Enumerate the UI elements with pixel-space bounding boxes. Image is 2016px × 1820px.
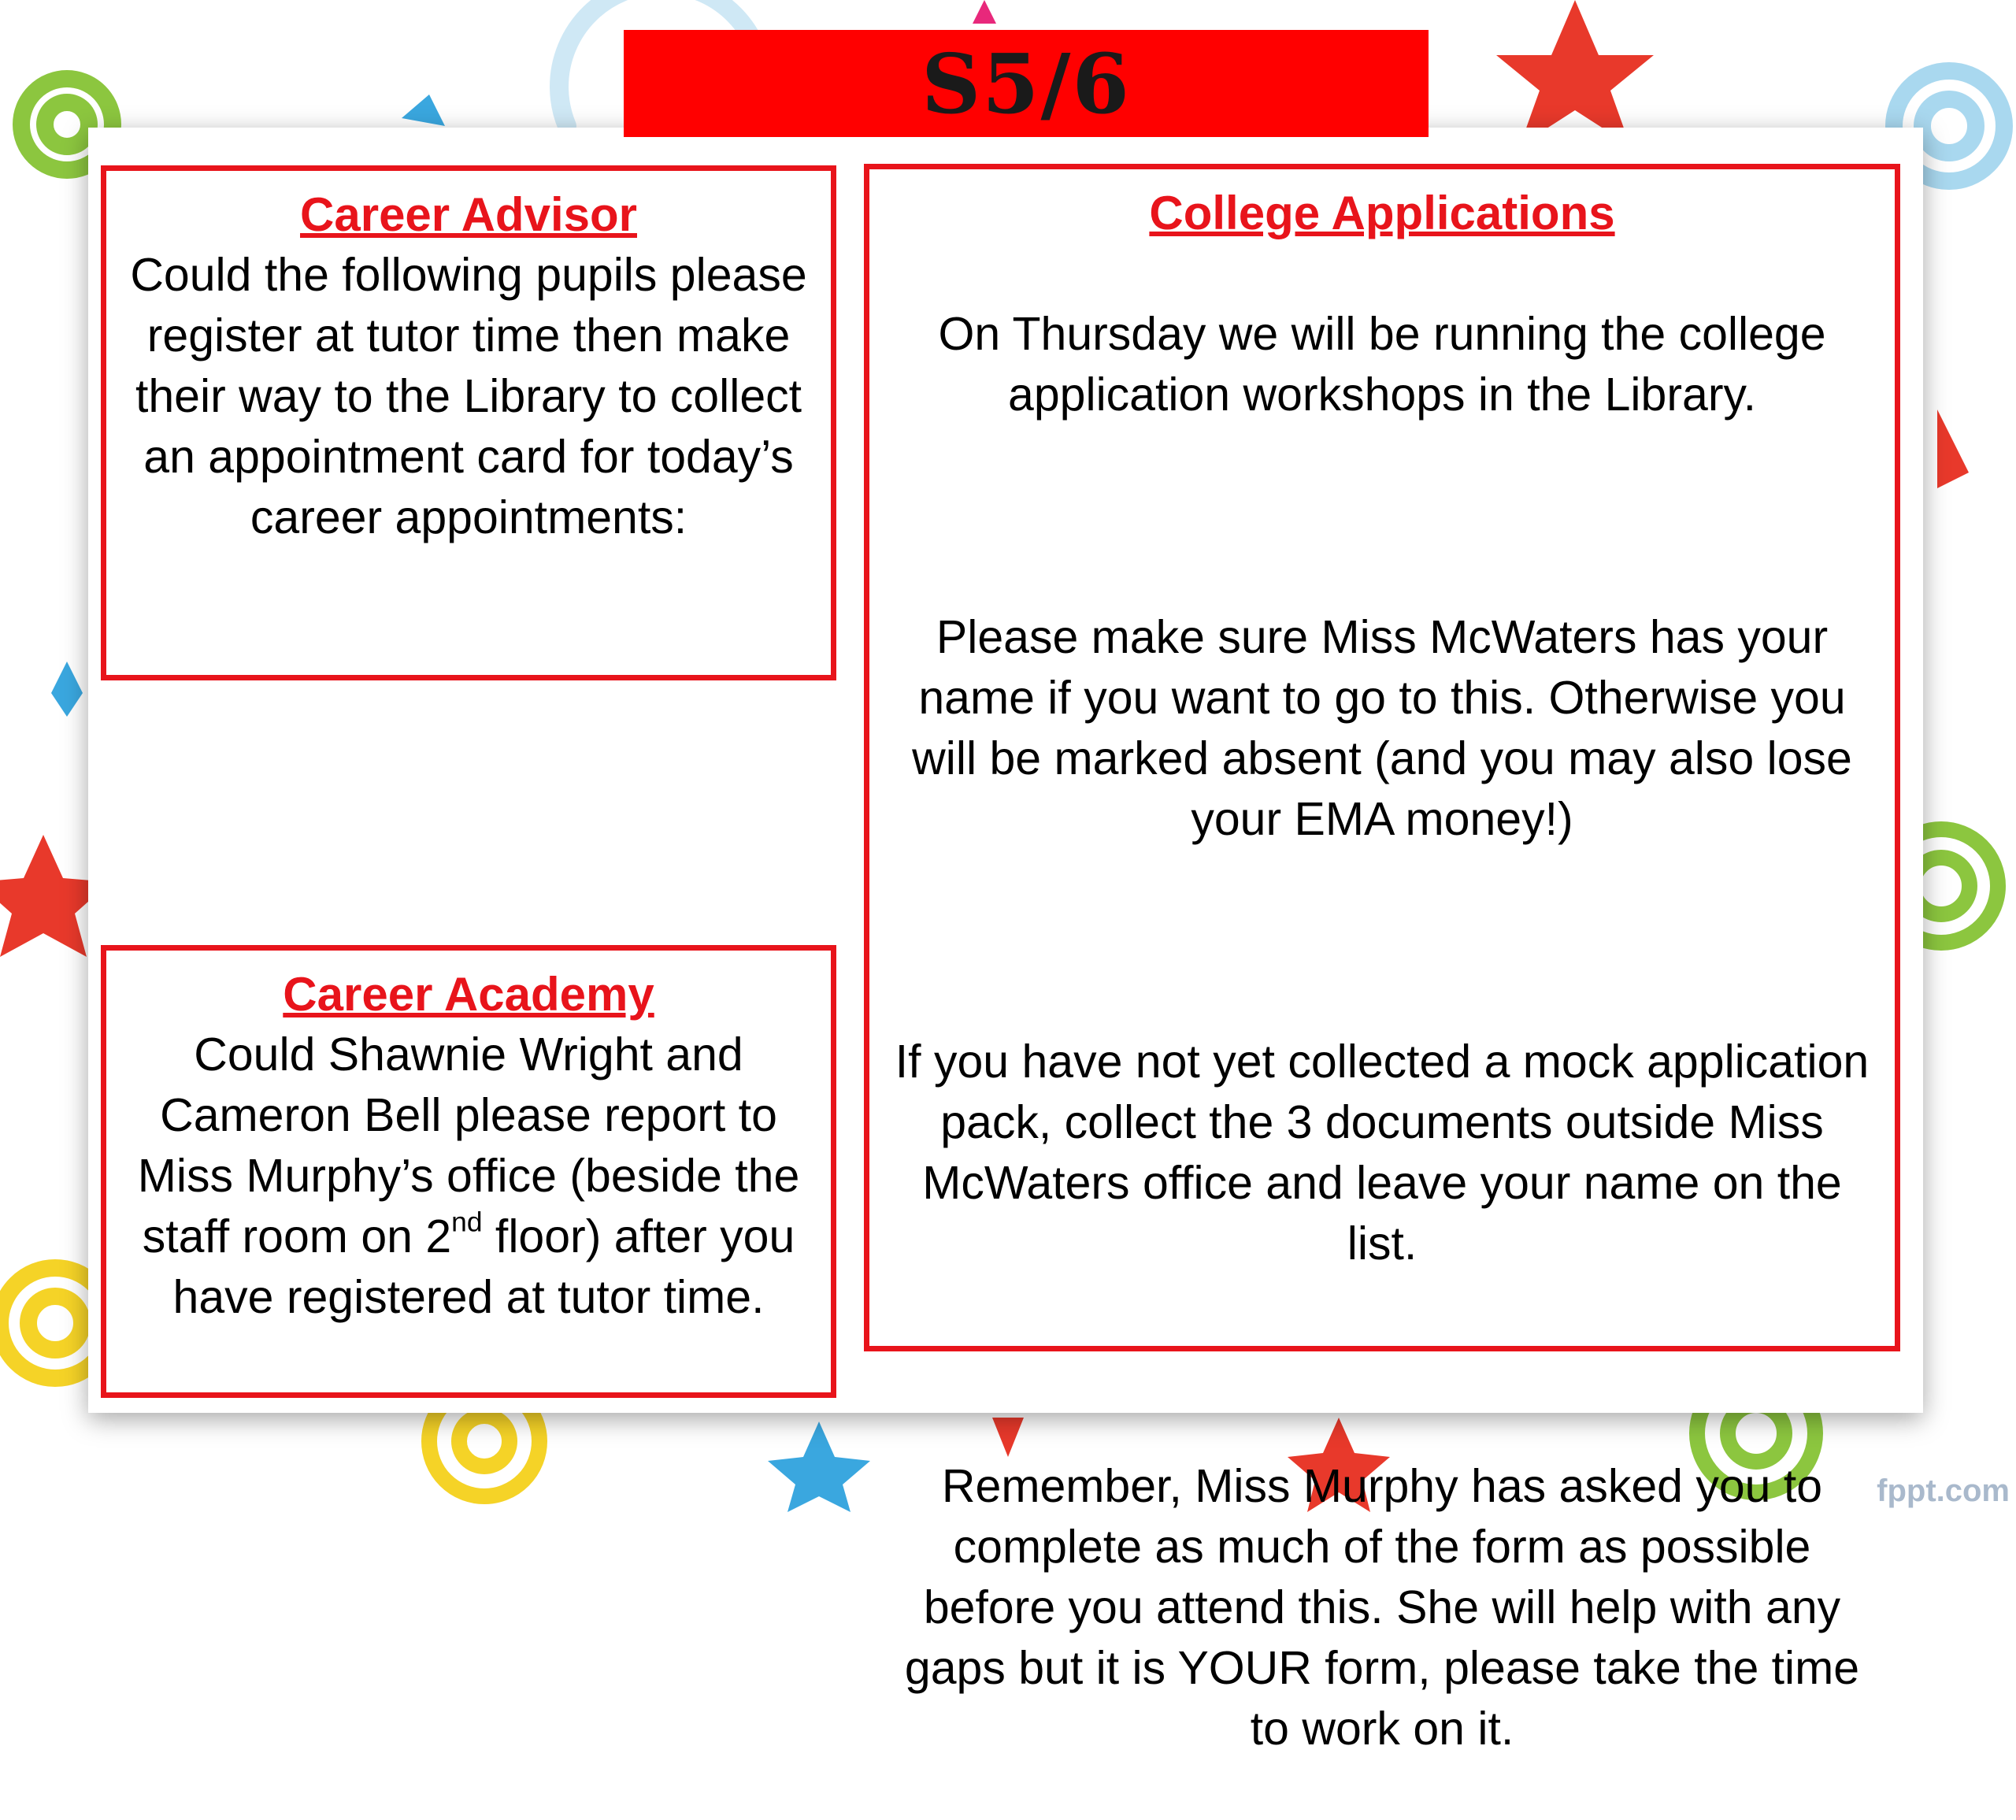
- career-advisor-text: Could the following pupils please register at tutor time then make their way to the Library to collect an appointment card for today’s career appointments:: [130, 249, 807, 543]
- ordinal-suffix: nd: [451, 1206, 483, 1238]
- star-icon: [973, 0, 996, 24]
- career-academy-text: [106, 1025, 831, 1328]
- college-applications-box: [864, 164, 1900, 1755]
- career-academy-text-part2: floor) after you have registered at tutor time.: [172, 1210, 795, 1323]
- college-paragraph: If you have not yet collected a mock application pack, collect the 3 documents outside Miss McWaters office and leave your name on the list.: [895, 1036, 1870, 1270]
- watermark: fppt.com: [1877, 1473, 2010, 1508]
- college-applications-heading: College Applications: [1149, 187, 1615, 239]
- star-icon: [51, 662, 83, 717]
- slide-title: S5/6: [921, 35, 1131, 132]
- career-academy-box: [101, 945, 836, 1398]
- career-advisor-heading: Career Advisor: [300, 188, 637, 241]
- career-academy-heading: Career Academy: [283, 968, 654, 1021]
- college-paragraph: On Thursday we will be running the college application workshops in the Library.: [938, 308, 1826, 421]
- college-paragraph: Please make sure Miss McWaters has your name if you want to go to this. Otherwise you will be marked absent (and you may also lose your EMA money!): [912, 611, 1852, 845]
- career-advisor-box: [101, 165, 836, 680]
- college-applications-text: [869, 243, 1895, 1820]
- college-paragraph: Remember, Miss Murphy has asked you to complete as much of the form as possible before you attend this. She will help with any gaps but it is YOUR form, please take the time to work on it.: [904, 1460, 1860, 1755]
- career-academy-text-part1: Could Shawnie Wright and Cameron Bell please report to Miss Murphy’s office (beside the staff room on 2: [137, 1029, 800, 1262]
- star-icon: [768, 1422, 870, 1512]
- title-banner: [624, 30, 1429, 137]
- star-icon: [1937, 410, 1969, 488]
- star-icon: [1496, 0, 1654, 146]
- star-icon: [402, 95, 445, 126]
